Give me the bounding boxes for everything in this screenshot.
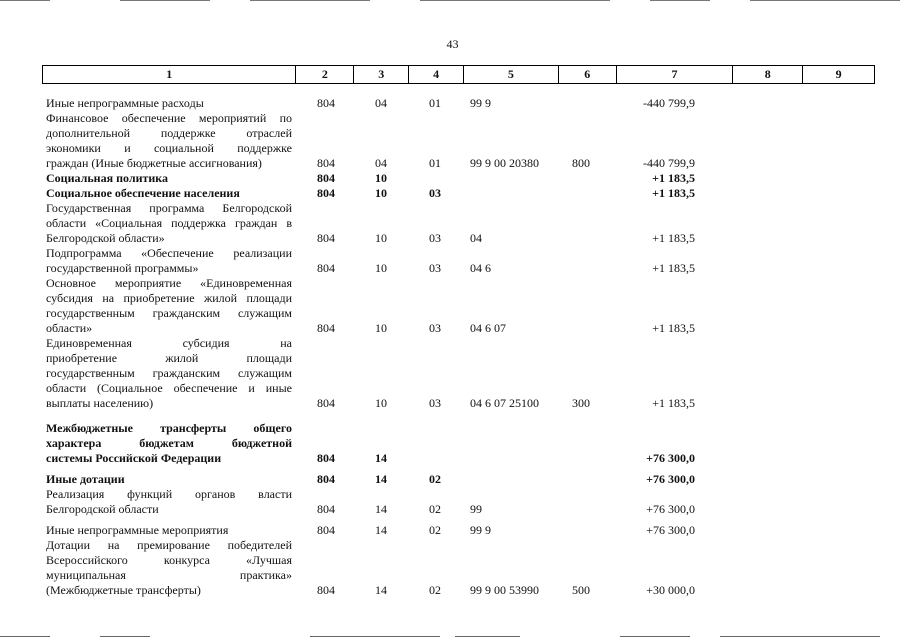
scan-edge-top	[750, 0, 900, 1]
ministry-code: 804	[317, 96, 335, 110]
ministry-code: 804	[317, 171, 335, 185]
ministry-code: 804	[317, 261, 335, 275]
section-code: 10	[375, 171, 387, 185]
table-row	[42, 421, 875, 466]
section-code: 10	[375, 186, 387, 200]
amount: +76 300,0	[646, 451, 695, 465]
table-row	[42, 201, 875, 246]
table-row	[42, 246, 875, 276]
row-spacer	[42, 411, 875, 421]
description-line: Социальная политика	[46, 171, 169, 185]
ministry-code: 804	[317, 186, 335, 200]
amount: +76 300,0	[646, 523, 695, 537]
table-row	[42, 186, 875, 201]
row-description	[42, 201, 292, 246]
amount: +76 300,0	[646, 502, 695, 516]
description-line: (Межбюджетные трансферты)	[46, 583, 201, 597]
ministry-code: 804	[317, 523, 335, 537]
description-line: характера бюджетам бюджетной	[46, 436, 292, 450]
header-col-9: 9	[835, 67, 842, 81]
ministry-code: 804	[317, 321, 335, 335]
section-code: 14	[375, 502, 387, 516]
row-description	[42, 171, 292, 186]
description-line: области»	[46, 321, 93, 335]
description-line: государственным гражданским служащим	[46, 366, 292, 380]
subsection-code: 03	[429, 186, 441, 200]
row-description	[42, 96, 292, 111]
description-line: Дотации на премирование победителей	[46, 538, 292, 552]
subsection-code: 01	[429, 156, 441, 170]
target-article-code: 04	[470, 231, 482, 245]
section-code: 10	[375, 396, 387, 410]
target-article-code: 99 9 00 53990	[470, 583, 539, 597]
subsection-code: 01	[429, 96, 441, 110]
section-code: 10	[375, 231, 387, 245]
target-article-code: 04 6 07	[470, 321, 506, 335]
subsection-code: 03	[429, 321, 441, 335]
description-line: выплаты населению)	[46, 396, 154, 410]
row-description	[42, 421, 292, 466]
amount: +30 000,0	[646, 583, 695, 597]
table-header	[42, 65, 875, 84]
section-code: 10	[375, 321, 387, 335]
table-row	[42, 276, 875, 336]
header-col-1: 1	[43, 66, 296, 83]
description-line: государственным гражданским служащим	[46, 306, 292, 320]
header-col-2: 2	[296, 66, 354, 83]
target-article-code: 99 9	[470, 523, 491, 537]
expense-type-code: 800	[572, 156, 590, 170]
description-line: Белгородской области	[46, 502, 159, 516]
amount: +1 183,5	[652, 396, 695, 410]
description-line: Белгородской области»	[46, 231, 165, 245]
description-line: Социальное обеспечение населения	[46, 186, 240, 200]
subsection-code: 02	[429, 523, 441, 537]
amount: +1 183,5	[652, 261, 695, 275]
subsection-code: 02	[429, 472, 441, 486]
description-line: Всероссийского конкурса «Лучшая	[46, 553, 292, 567]
row-description	[42, 538, 292, 598]
table-row	[42, 523, 875, 538]
ministry-code: 804	[317, 396, 335, 410]
subsection-code: 02	[429, 583, 441, 597]
description-line: муниципальная практика»	[46, 568, 292, 582]
section-code: 14	[375, 472, 387, 486]
description-line: субсидия на приобретение жилой площади	[46, 291, 292, 305]
description-line: Финансовое обеспечение мероприятий по	[46, 111, 292, 125]
amount: +76 300,0	[646, 472, 695, 486]
target-article-code: 04 6	[470, 261, 491, 275]
amount: +1 183,5	[652, 231, 695, 245]
table-row	[42, 111, 875, 171]
row-description	[42, 487, 292, 517]
description-line: Подпрограмма «Обеспечение реализации	[46, 246, 292, 260]
section-code: 04	[375, 96, 387, 110]
section-code: 04	[375, 156, 387, 170]
scan-edge-bottom	[100, 636, 150, 637]
description-line: Иные непрограммные мероприятия	[46, 523, 229, 537]
table-row	[42, 487, 875, 517]
description-line: Межбюджетные трансферты общего	[46, 421, 292, 435]
description-line: дополнительной поддержке отраслей	[46, 126, 292, 140]
scan-edge-top	[650, 0, 710, 1]
scan-edge-bottom	[0, 636, 50, 637]
header-col-6: 6	[559, 66, 617, 83]
amount: +1 183,5	[652, 186, 695, 200]
page-number: 43	[446, 37, 459, 51]
row-description	[42, 186, 292, 201]
description-line: экономики и социальной поддержке	[46, 141, 292, 155]
scan-edge-bottom	[720, 636, 880, 637]
ministry-code: 804	[317, 502, 335, 516]
subsection-code: 02	[429, 502, 441, 516]
ministry-code: 804	[317, 472, 335, 486]
row-description	[42, 276, 292, 336]
header-col-8: 8	[733, 66, 803, 83]
description-line: граждан (Иные бюджетные ассигнования)	[46, 156, 262, 170]
header-col-4: 4	[409, 66, 464, 83]
description-line: Реализация функций органов власти	[46, 487, 292, 501]
table-row	[42, 96, 875, 111]
table-row	[42, 538, 875, 598]
description-line: Основное мероприятие «Единовременная	[46, 276, 292, 290]
description-line: Иные непрограммные расходы	[46, 96, 204, 110]
ministry-code: 804	[317, 583, 335, 597]
subsection-code: 03	[429, 396, 441, 410]
section-code: 14	[375, 583, 387, 597]
header-col-3: 3	[354, 66, 409, 83]
amount: -440 799,9	[643, 156, 695, 170]
row-description	[42, 111, 292, 171]
section-code: 14	[375, 451, 387, 465]
ministry-code: 804	[317, 451, 335, 465]
table-row	[42, 171, 875, 186]
target-article-code: 99 9 00 20380	[470, 156, 539, 170]
table-body	[42, 96, 875, 598]
description-line: Иные дотации	[46, 472, 125, 486]
description-line: системы Российской Федерации	[46, 451, 222, 465]
description-line: области (Социальное обеспечение и иные	[46, 381, 292, 395]
target-article-code: 99	[470, 502, 482, 516]
row-description	[42, 336, 292, 411]
expense-type-code: 300	[572, 396, 590, 410]
scan-edge-top	[420, 0, 610, 1]
scan-edge-top	[120, 0, 210, 1]
target-article-code: 04 6 07 25100	[470, 396, 539, 410]
scan-edge-top	[250, 0, 370, 1]
section-code: 10	[375, 261, 387, 275]
description-line: Единовременная субсидия на	[46, 336, 292, 350]
header-col-5: 5	[464, 66, 559, 83]
amount: -440 799,9	[643, 96, 695, 110]
ministry-code: 804	[317, 231, 335, 245]
description-line: приобретение жилой площади	[46, 351, 292, 365]
subsection-code: 03	[429, 231, 441, 245]
description-line: Государственная программа Белгородской	[46, 201, 292, 215]
section-code: 14	[375, 523, 387, 537]
subsection-code: 03	[429, 261, 441, 275]
description-line: государственной программы»	[46, 261, 199, 275]
expense-type-code: 500	[572, 583, 590, 597]
table-row	[42, 336, 875, 411]
table-row	[42, 472, 875, 487]
target-article-code: 99 9	[470, 96, 491, 110]
scan-edge-bottom	[310, 636, 440, 637]
description-line: области «Социальная поддержка граждан в	[46, 216, 292, 230]
ministry-code: 804	[317, 156, 335, 170]
scan-edge-top	[0, 0, 50, 1]
row-description	[42, 246, 292, 276]
amount: +1 183,5	[652, 171, 695, 185]
header-col-7: 7	[617, 66, 734, 83]
scan-edge-bottom	[620, 636, 690, 637]
amount: +1 183,5	[652, 321, 695, 335]
scan-edge-bottom	[455, 636, 520, 637]
row-description	[42, 472, 292, 487]
row-description	[42, 523, 292, 538]
